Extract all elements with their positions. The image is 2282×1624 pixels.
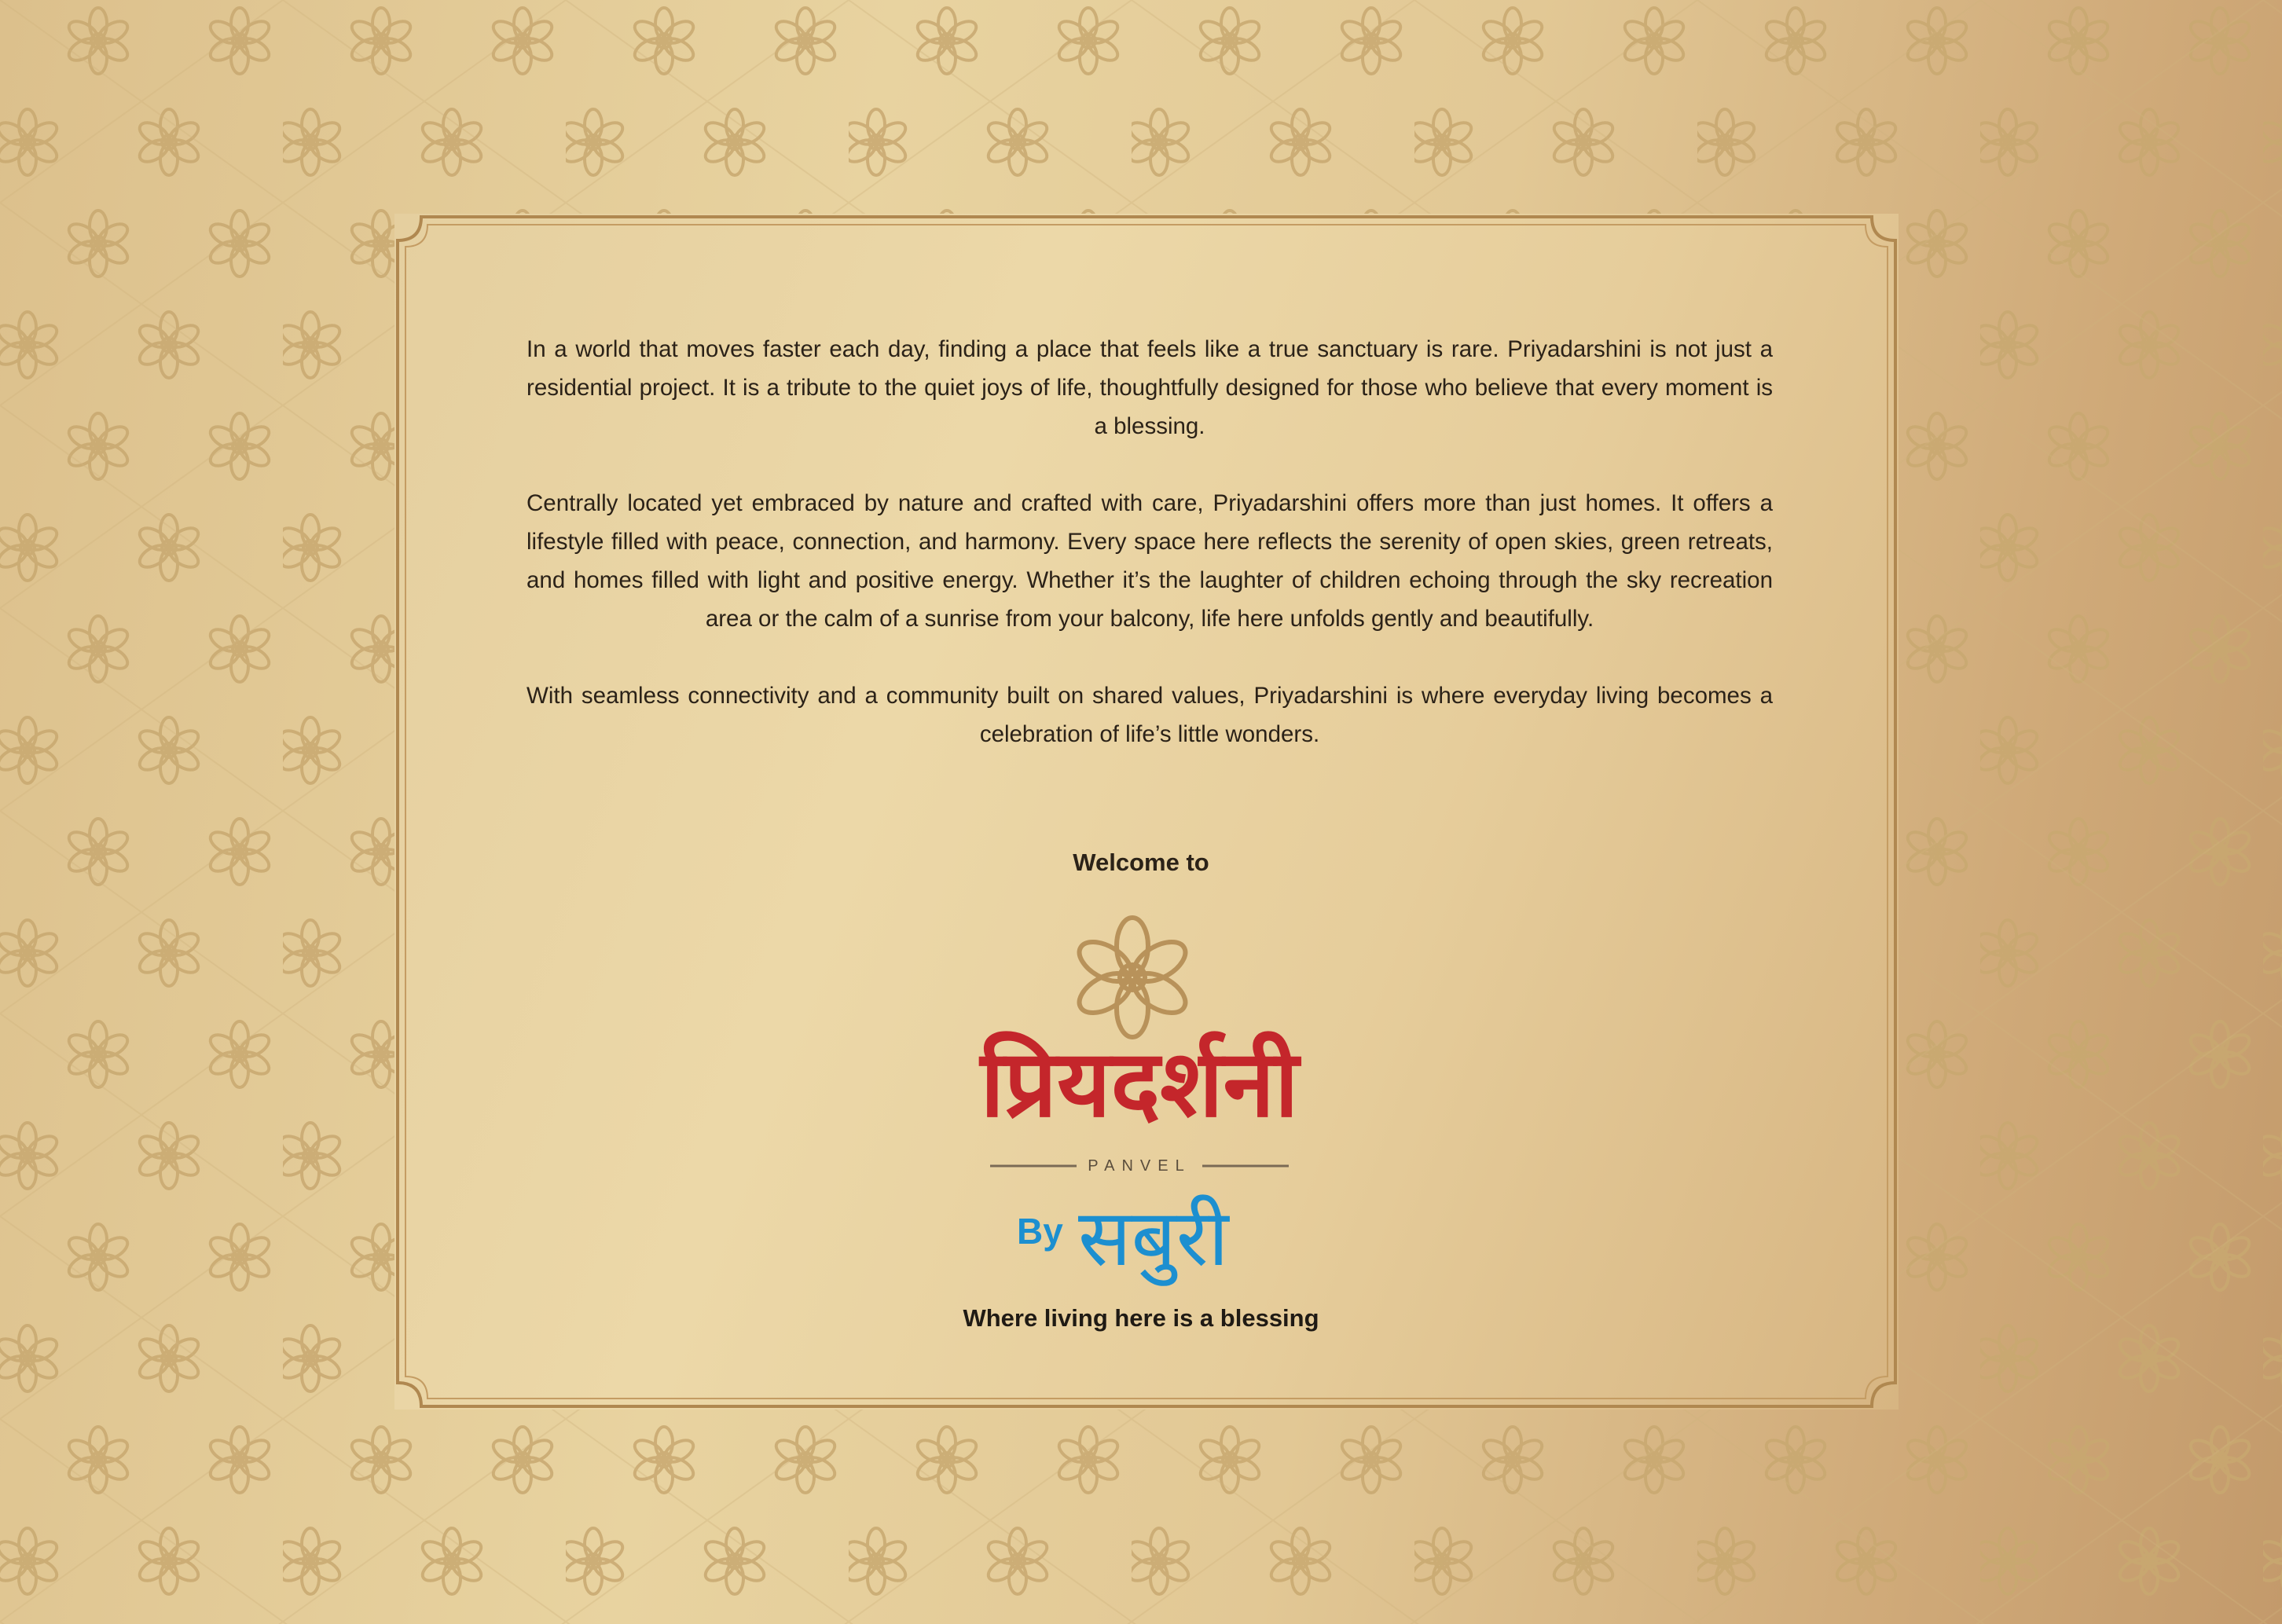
brand-name: प्रियदर्शनी xyxy=(980,1029,1299,1138)
saburi-logo xyxy=(1070,1186,1290,1289)
developer-name: सबुरी xyxy=(1078,1192,1229,1284)
developer-byline xyxy=(984,1186,1298,1289)
intro-paragraph-2: Centrally located yet embraced by nature and crafted with care, Priyadarshini offers more than just homes. It offers a lifestyle filled with peace, connection, and harmony. Every space here reflects the serenity of open skies, green retreats, and homes filled with light and positive energy. Whether it’s the laughter of children echoing through the sky recreation area or the calm of a sunrise from your balcony, life here unfolds gently and beautifully. xyxy=(526,490,1773,632)
by-label: By xyxy=(1017,1211,1063,1252)
welcome-heading: Welcome to xyxy=(1073,849,1209,876)
intro-text xyxy=(526,330,1773,792)
priyadarshini-logo xyxy=(974,1021,1304,1175)
brand-location: PANVEL xyxy=(1088,1157,1191,1175)
tagline: Where living here is a blessing xyxy=(963,1304,1319,1332)
intro-paragraph-3: With seamless connectivity and a community built on shared values, Priyadarshini is where everyday living becomes a celebration of life’s little wonders. xyxy=(526,683,1773,747)
intro-paragraph-1: In a world that moves faster each day, finding a place that feels like a true sanctuary is rare. Priyadarshini is not just a residential project. It is a tribute to the quiet joys of life, thoughtfully designed for those who believe that every moment is a blessing. xyxy=(526,336,1773,439)
